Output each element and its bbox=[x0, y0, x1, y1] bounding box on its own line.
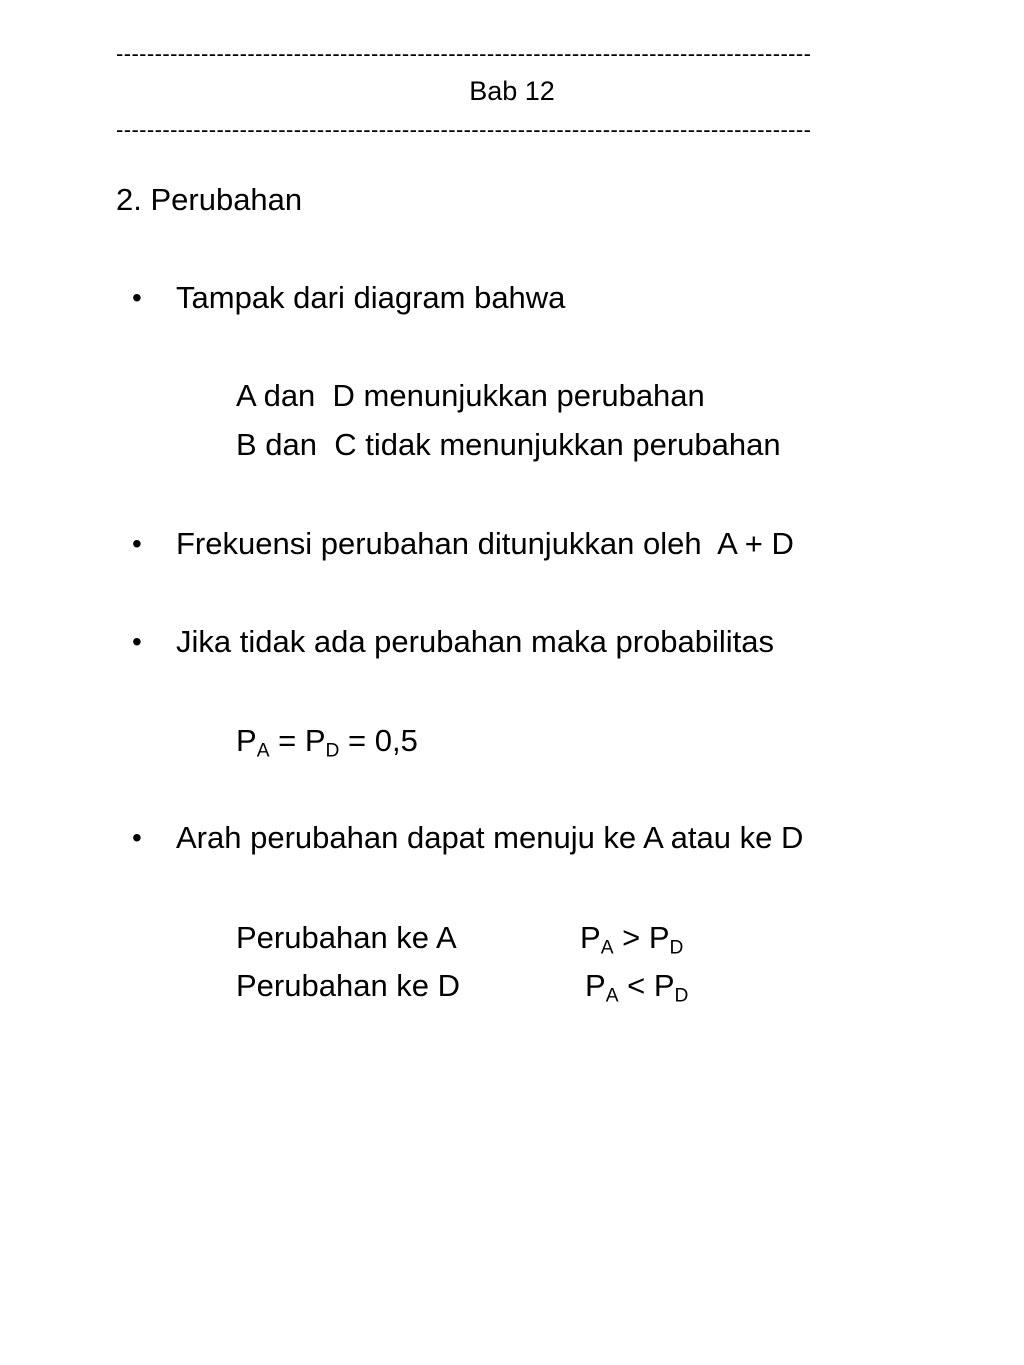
case-d-p1: P bbox=[585, 968, 606, 1003]
formula-sub-d: D bbox=[325, 740, 340, 762]
formula-eq2: = 0,5 bbox=[339, 723, 418, 758]
case-label-a: Perubahan ke A bbox=[236, 920, 457, 955]
bullet-icon: • bbox=[132, 282, 142, 313]
bullet-icon: • bbox=[132, 528, 142, 559]
case-d-op: < P bbox=[618, 968, 675, 1003]
bullet-icon: • bbox=[132, 626, 142, 657]
bullet-icon: • bbox=[132, 822, 142, 853]
case-a-p1: P bbox=[580, 920, 601, 955]
case-label-d: Perubahan ke D bbox=[236, 968, 461, 1003]
top-dashed-rule: ------------------------------------------------------------------------------------------ bbox=[116, 42, 812, 66]
bullet-text-probability: Jika tidak ada perubahan maka probabilitas bbox=[176, 624, 774, 659]
chapter-title: Bab 12 bbox=[469, 76, 555, 106]
formula-sub-a: A bbox=[256, 740, 270, 762]
probability-formula bbox=[236, 721, 418, 761]
statement-b-c: B dan C tidak menunjukkan perubahan bbox=[236, 427, 781, 462]
section-title: 2. Perubahan bbox=[116, 182, 303, 217]
bullet-text-diagram: Tampak dari diagram bahwa bbox=[176, 280, 566, 315]
case-a-op: > P bbox=[613, 920, 670, 955]
formula-eq1: = P bbox=[269, 723, 326, 758]
bullet-text-frequency: Frekuensi perubahan ditunjukkan oleh A + D bbox=[176, 526, 794, 561]
formula-p: P bbox=[236, 723, 257, 758]
case-d-sub1: A bbox=[605, 985, 619, 1007]
bottom-dashed-rule: ------------------------------------------------------------------------------------------ bbox=[116, 118, 812, 142]
case-formula-a bbox=[580, 918, 683, 958]
statement-a-d: A dan D menunjukkan perubahan bbox=[236, 378, 705, 413]
case-a-sub1: A bbox=[600, 937, 614, 959]
case-d-sub2: D bbox=[674, 985, 689, 1007]
case-a-sub2: D bbox=[669, 937, 684, 959]
case-formula-d bbox=[585, 966, 688, 1006]
bullet-text-direction: Arah perubahan dapat menuju ke A atau ke D bbox=[176, 820, 804, 855]
